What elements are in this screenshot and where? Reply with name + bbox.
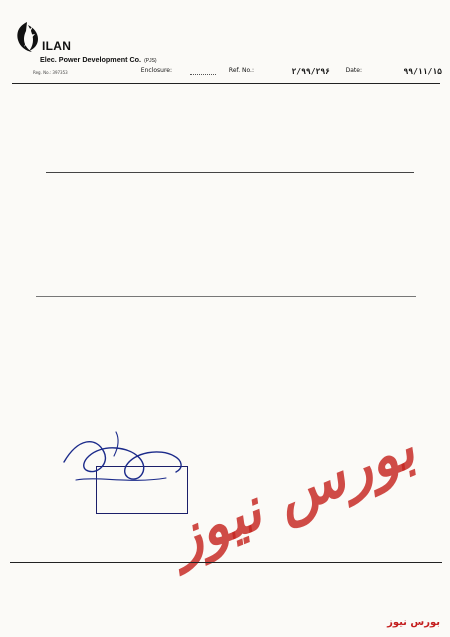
subject-divider (46, 172, 414, 173)
number-field (291, 67, 330, 76)
footer-brand: بورس نیوز (387, 617, 440, 628)
ref-label-en: Ref. No.: (228, 67, 254, 74)
footer-divider (10, 562, 442, 563)
number-value: ۲/۹۹/۲۹۶ (291, 67, 330, 76)
logo-text-en: ILAN (42, 39, 72, 53)
enclosure-label-en: Enclosure: (140, 67, 172, 74)
date-value: ۹۹/۱۱/۱۵ (403, 67, 442, 76)
date-field (403, 67, 442, 76)
attachment-field (190, 67, 216, 75)
company-logo-icon (10, 20, 44, 54)
date-label-en: Date: (345, 67, 362, 74)
logo-company-en: Elec. Power Development Co. (PJS) (40, 55, 157, 64)
letter-meta-row (138, 67, 442, 81)
logo-registration-en: Reg. No.: 397353 (33, 70, 68, 75)
watermark-text: بورس نیوز (160, 413, 424, 573)
section-divider (36, 296, 416, 297)
header-divider (12, 83, 440, 84)
